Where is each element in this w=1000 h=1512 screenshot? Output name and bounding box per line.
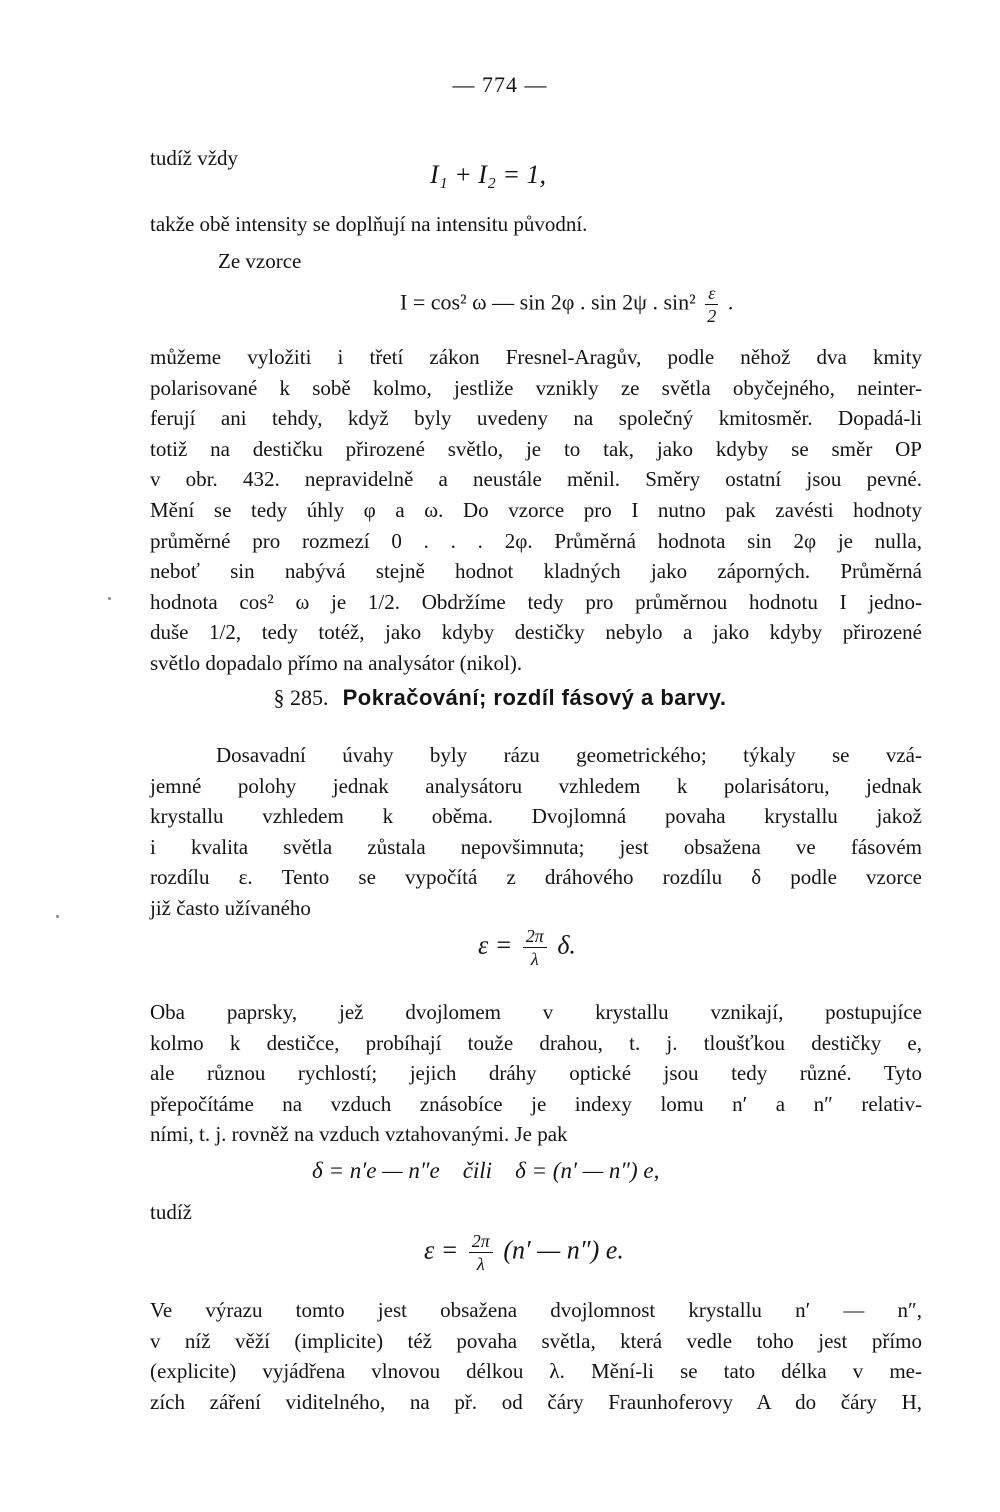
fraction-eps-half: [705, 282, 718, 327]
paragraph-line: přepočítáme na vzduch znásobíce je indexy lomu n′ a n″ relativ-: [150, 1091, 922, 1116]
fraction-denominator: λ: [530, 949, 539, 969]
paragraph-line: Oba paprsky, jež dvojlomem v krystallu vznikají, postupujíce: [150, 1000, 922, 1024]
formula-epsilon-delta: [478, 925, 576, 970]
paragraph-line: (explicite) vyjádřena vlnovou délkou λ. Mění-li se tato délka v me-: [150, 1359, 922, 1384]
paragraph-line: polarisované k sobě kolmo, jestliže vznikly ze světla obyčejného, neinter-: [150, 375, 922, 400]
formula-rhs: (n′ — n″) e.: [503, 1235, 624, 1265]
formula-intensity-lhs: I = cos² ω — sin 2φ . sin 2ψ . sin²: [400, 289, 696, 315]
formula-intensity: [400, 282, 733, 327]
section-heading: [0, 685, 1000, 711]
paragraph-optical-paths: [150, 997, 922, 1150]
paragraph-line: hodnota cos² ω je 1/2. Obdržíme tedy pro průměrnou hodnotu I jedno-: [150, 589, 922, 614]
tudiz-line: tudíž: [150, 1200, 192, 1224]
paragraph-line: Mění se tedy úhly φ a ω. Do vzorce pro I nutno pak zavésti hodnoty: [150, 497, 922, 522]
paragraph-line: duše 1/2, tedy totéž, jako kdyby destičky nebylo a jako kdyby přirozené: [150, 620, 922, 645]
page-number: — 774 —: [452, 72, 548, 97]
paragraph-line: rozdílu ε. Tento se vypočítá z dráhového rozdílu δ podle vzorce: [150, 865, 922, 890]
paragraph-line: Dosavadní úvahy byly rázu geometrického; týkaly se vzá-: [216, 743, 922, 767]
paragraph-line: krystallu vzhledem k oběma. Dvojlomná povaha krystallu jakož: [150, 804, 922, 829]
fraction-denominator: 2: [707, 306, 717, 326]
paragraph-line: i kvalita světla zůstala nepovšimnuta; jest obsažena ve fásovém: [150, 834, 922, 859]
fraction-numerator: 2π: [523, 925, 547, 948]
lead-line: tudíž vždy: [150, 146, 239, 170]
formula-end: .: [727, 289, 734, 315]
paragraph-line: světlo dopadalo přímo na analysátor (nikol).: [150, 650, 523, 675]
intensity-sentence: [150, 209, 922, 276]
formula-delta: δ = n′e — n″e čili δ = (n′ — n″) e,: [312, 1158, 660, 1183]
tudiz-text: [150, 1197, 922, 1228]
ze-vzorce: Ze vzorce: [218, 248, 302, 273]
paragraph-birefringence: [150, 1295, 922, 1417]
intensity-line: takže obě intensity se doplňují na intensitu původní.: [150, 212, 588, 236]
fraction-2pi-lambda: [469, 1230, 493, 1275]
section-title: Pokračování; rozdíl fásový a barvy.: [342, 685, 727, 710]
formula-lhs: ε =: [478, 930, 513, 960]
paragraph-line: neboť sin nabývá stejně hodnot kladných jako záporných. Průměrná: [150, 559, 922, 584]
scan-speck: [56, 915, 59, 918]
paragraph-line: totiž na destičku přirozené světlo, je to tak, jako kdyby se směr OP: [150, 436, 922, 461]
fraction-numerator: 2π: [469, 1230, 493, 1253]
fraction-numerator: ε: [705, 282, 718, 305]
section-number: § 285.: [273, 685, 329, 710]
scan-speck: [108, 597, 111, 600]
paragraph-line: v níž věží (implicite) též povaha světla, která vedle toho jest přímo: [150, 1328, 922, 1353]
formula-epsilon-indices: [424, 1230, 624, 1275]
formula-rhs: δ.: [557, 930, 576, 960]
paragraph-line: ními, t. j. rovněž na vzduch vztahovanými. Je pak: [150, 1122, 568, 1147]
paragraph-fresnel-arago: [150, 342, 922, 679]
fraction-2pi-lambda: [523, 925, 547, 970]
paragraph-line: průměrné pro rozmezí 0 . . . 2φ. Průměrná hodnota sin 2φ je nulla,: [150, 528, 922, 553]
paragraph-line: zích záření viditelného, na př. od čáry Fraunhoferovy A do čáry H,: [150, 1389, 922, 1414]
paragraph-line: ale různou rychlostí; jejich dráhy optické jsou tedy různé. Tyto: [150, 1061, 922, 1086]
paragraph-line: můžeme vyložiti i třetí zákon Fresnel-Aragův, podle něhož dva kmity: [150, 345, 922, 369]
paragraph-phase-difference: [150, 740, 922, 924]
paragraph-line: v obr. 432. nepravidelně a neustále měnil. Směry ostatní jsou pevné.: [150, 467, 922, 492]
formula-intensity-sum: I₁ + I₂ = 1,: [430, 160, 546, 189]
paragraph-line: ferují ani tehdy, když byly uvedeny na společný kmitosměr. Dopadá-li: [150, 406, 922, 431]
paragraph-line: již často užívaného: [150, 895, 311, 920]
paragraph-line: Ve výrazu tomto jest obsažena dvojlomnost krystallu n′ — n″,: [150, 1298, 922, 1322]
paragraph-line: kolmo k destičce, probíhají touže drahou, t. j. tloušťkou destičky e,: [150, 1030, 922, 1055]
formula-lhs: ε =: [424, 1235, 459, 1265]
fraction-denominator: λ: [476, 1254, 485, 1274]
paragraph-line: jemné polohy jednak analysátoru vzhledem k polarisátoru, jednak: [150, 773, 922, 798]
